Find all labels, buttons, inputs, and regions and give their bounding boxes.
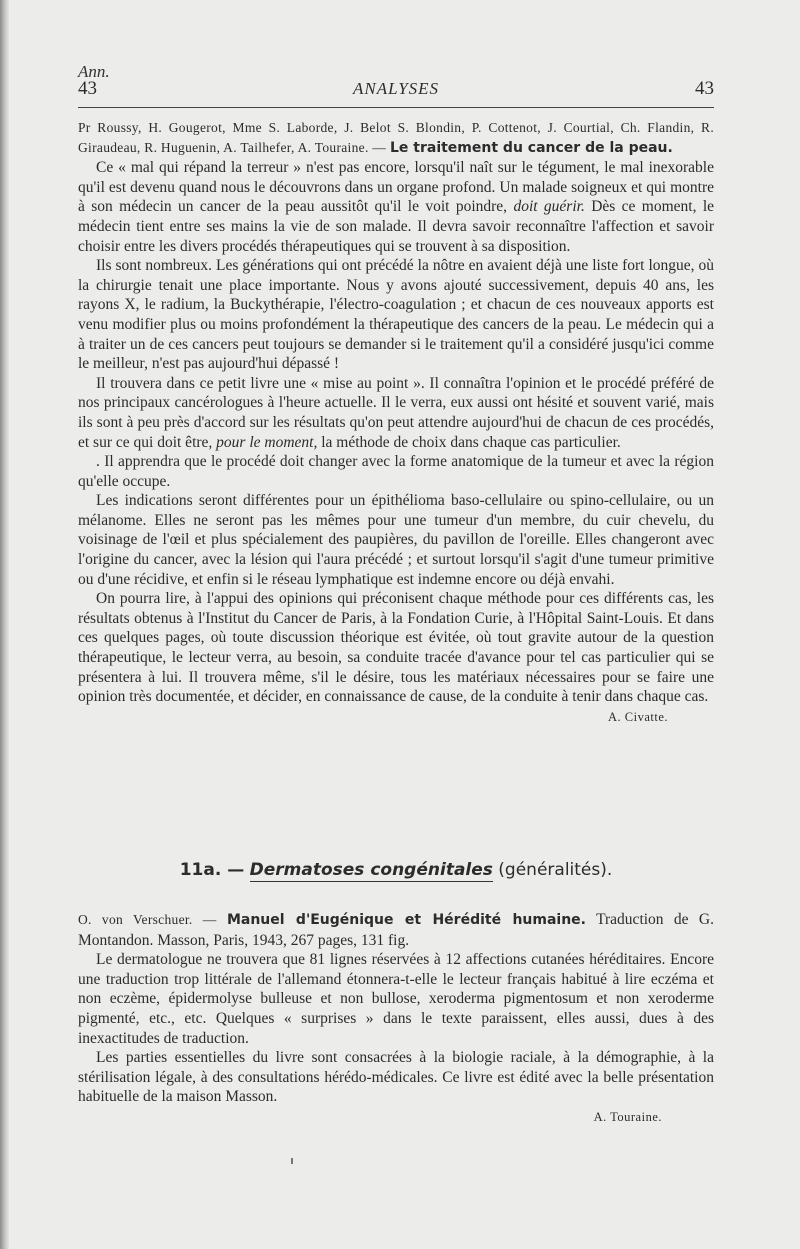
scan-speck xyxy=(291,1158,293,1164)
paragraph xyxy=(78,374,714,452)
review-signature xyxy=(78,1107,714,1128)
text-run: Ce « mal qui répand la terreur » n'est pas encore, lorsqu'il naît sur le tégument, le mal inexorable qu'il est devenu quand nous le découvrons dans un organe profond. Un malade soigneux et qui montre à son médecin un cancer de la peau aussitôt qu'il le voit poindre, xyxy=(78,159,714,216)
page-number-right: 43 xyxy=(695,78,714,99)
review-eugenique xyxy=(78,910,714,1128)
text-run: Il trouvera dans ce petit livre une « mise au point ». Il connaîtra l'opinion et le procédé préféré de nos principaux cancérologues à l'heure actuelle. Il le verra, eux aussi ont hésité et souvent varié, mais ils sont à peu près d'accord sur les résultats qu'on peut attendre aujourd'hui de chacun de ces procédés, et sur ce qui doit être, xyxy=(78,374,714,451)
review-reference: Traduction de G. Montandon. Masson, Paris, 1943, 267 pages, 131 fig. xyxy=(78,911,714,949)
paragraph: Ils sont nombreux. Les générations qui ont précédé la nôtre en avaient déjà une liste fort longue, où la chirurgie tenait une place importante. Nous y avons ajouté successivement, depuis 40 ans, les rayons X, le radium, la Buckythérapie, l'électro-coagulation ; et chacun de ces nouveaux apports est venu modifier plus ou moins profondément la thérapeutique des cancers de la peau. Le médecin qui a à traiter un de ces cancers peut toujours se demander si le traitement qu'il a considéré jusqu'ici comme le meilleur, n'est pas aujourd'hui dépassé ! xyxy=(78,257,714,373)
scan-edge xyxy=(0,0,9,1249)
section-subtitle: (généralités). xyxy=(498,860,613,880)
running-header xyxy=(78,78,714,102)
running-title: ANALYSES xyxy=(352,79,440,98)
page-number-left: 43 xyxy=(78,78,97,99)
text-run: la méthode de choix dans chaque cas particulier. xyxy=(321,433,621,451)
signature-text: A. Civatte. xyxy=(607,709,668,724)
paragraph: Les parties essentielles du livre sont consacrées à la biologie raciale, à la démographie, à la stérilisation légale, à des consultations hérédo-médicales. Ce livre est édité avec la belle présentation habituelle de la maison Masson. xyxy=(78,1049,714,1106)
review-citation xyxy=(78,118,714,158)
paragraph xyxy=(78,158,714,256)
review-cancer-peau xyxy=(78,118,714,727)
paragraph: Le dermatologue ne trouvera que 81 lignes réservées à 12 affections cutanées héréditaires. Encore une traduction trop littérale de l'allemand étonnera-t-elle le lecteur français habitué à lire eczéma et non eczème, épidermolyse bulleuse et non bullose, xeroderma pigmentosum et non xeroderme pigmenté, etc., etc. Quelques « surprises » dans le texte paraissent, elles aussi, dues à des inexactitudes de traduction. xyxy=(78,951,714,1047)
section-heading xyxy=(78,860,714,880)
emphasis: doit guérir. xyxy=(513,198,585,216)
review-title: Le traitement du cancer de la peau. xyxy=(389,139,673,156)
review-title: Manuel d'Eugénique et Hérédité humaine. xyxy=(226,912,586,928)
emphasis: pour le moment, xyxy=(216,433,318,451)
header-annotation: Ann. xyxy=(78,62,110,81)
section-title: Dermatoses congénitales xyxy=(249,860,493,880)
paragraph: On pourra lire, à l'appui des opinions qui préconisent chaque méthode pour ces différents cas, les résultats obtenus à l'Institut du Cancer de Paris, à la Fondation Curie, à l'Hôpital Saint-Louis. Et dans ces quelques pages, où toute discussion théorique est évitée, où tout gravite autour de la question thérapeutique, le lecteur verra, au besoin, sa conduite tracée d'avance pour tel cas particulier qui se présentera à lui. Il trouvera même, s'il le désire, tous les matériaux nécessaires pour se faire une opinion très documentée, et décider, en connaissance de cause, de la conduite à tenir dans chaque cas. xyxy=(78,590,714,706)
header-rule xyxy=(78,107,714,108)
signature-text: A. Touraine. xyxy=(593,1109,662,1124)
paragraph: Les indications seront différentes pour un épithélioma baso-cellulaire ou spino-cellulaire, ou un mélanome. Elles ne seront pas les mêmes pour une tumeur d'un membre, du cuir chevelu, du voisinage de l'œil et plus spécialement des paupières, du pavillon de l'oreille. Elles changeront avec l'origine du cancer, avec la lésion qui l'aura précédé ; et surtout lorsqu'il s'agit d'une tumeur primitive ou d'une récidive, et enfin si le réseau lymphatique est indemne encore ou déjà envahi. xyxy=(78,492,714,588)
paragraph: . Il apprendra que le procédé doit changer avec la forme anatomique de la tumeur et avec la région qu'elle occupe. xyxy=(78,453,714,490)
review-author: O. von Verschuer. — xyxy=(78,912,217,927)
text-run: Dès ce moment, le médecin tient entre ses mains la vie de son malade. Il devra savoir reconnaître l'affection et savoir choisir entre les divers procédés thérapeutiques qui se trouvent à sa disposition. xyxy=(78,198,715,255)
review-authors: Pr Roussy, H. Gougerot, Mme S. Laborde, J. Belot S. Blondin, P. Cottenot, J. Courtial, Ch. Flandin, R. Giraudeau, R. Huguenin, A. Tailhefer, A. Touraine. — xyxy=(78,120,714,155)
review-signature xyxy=(78,707,714,728)
journal-page xyxy=(78,0,718,1249)
section-number: 11a. — xyxy=(179,860,245,880)
review-citation xyxy=(78,910,714,950)
